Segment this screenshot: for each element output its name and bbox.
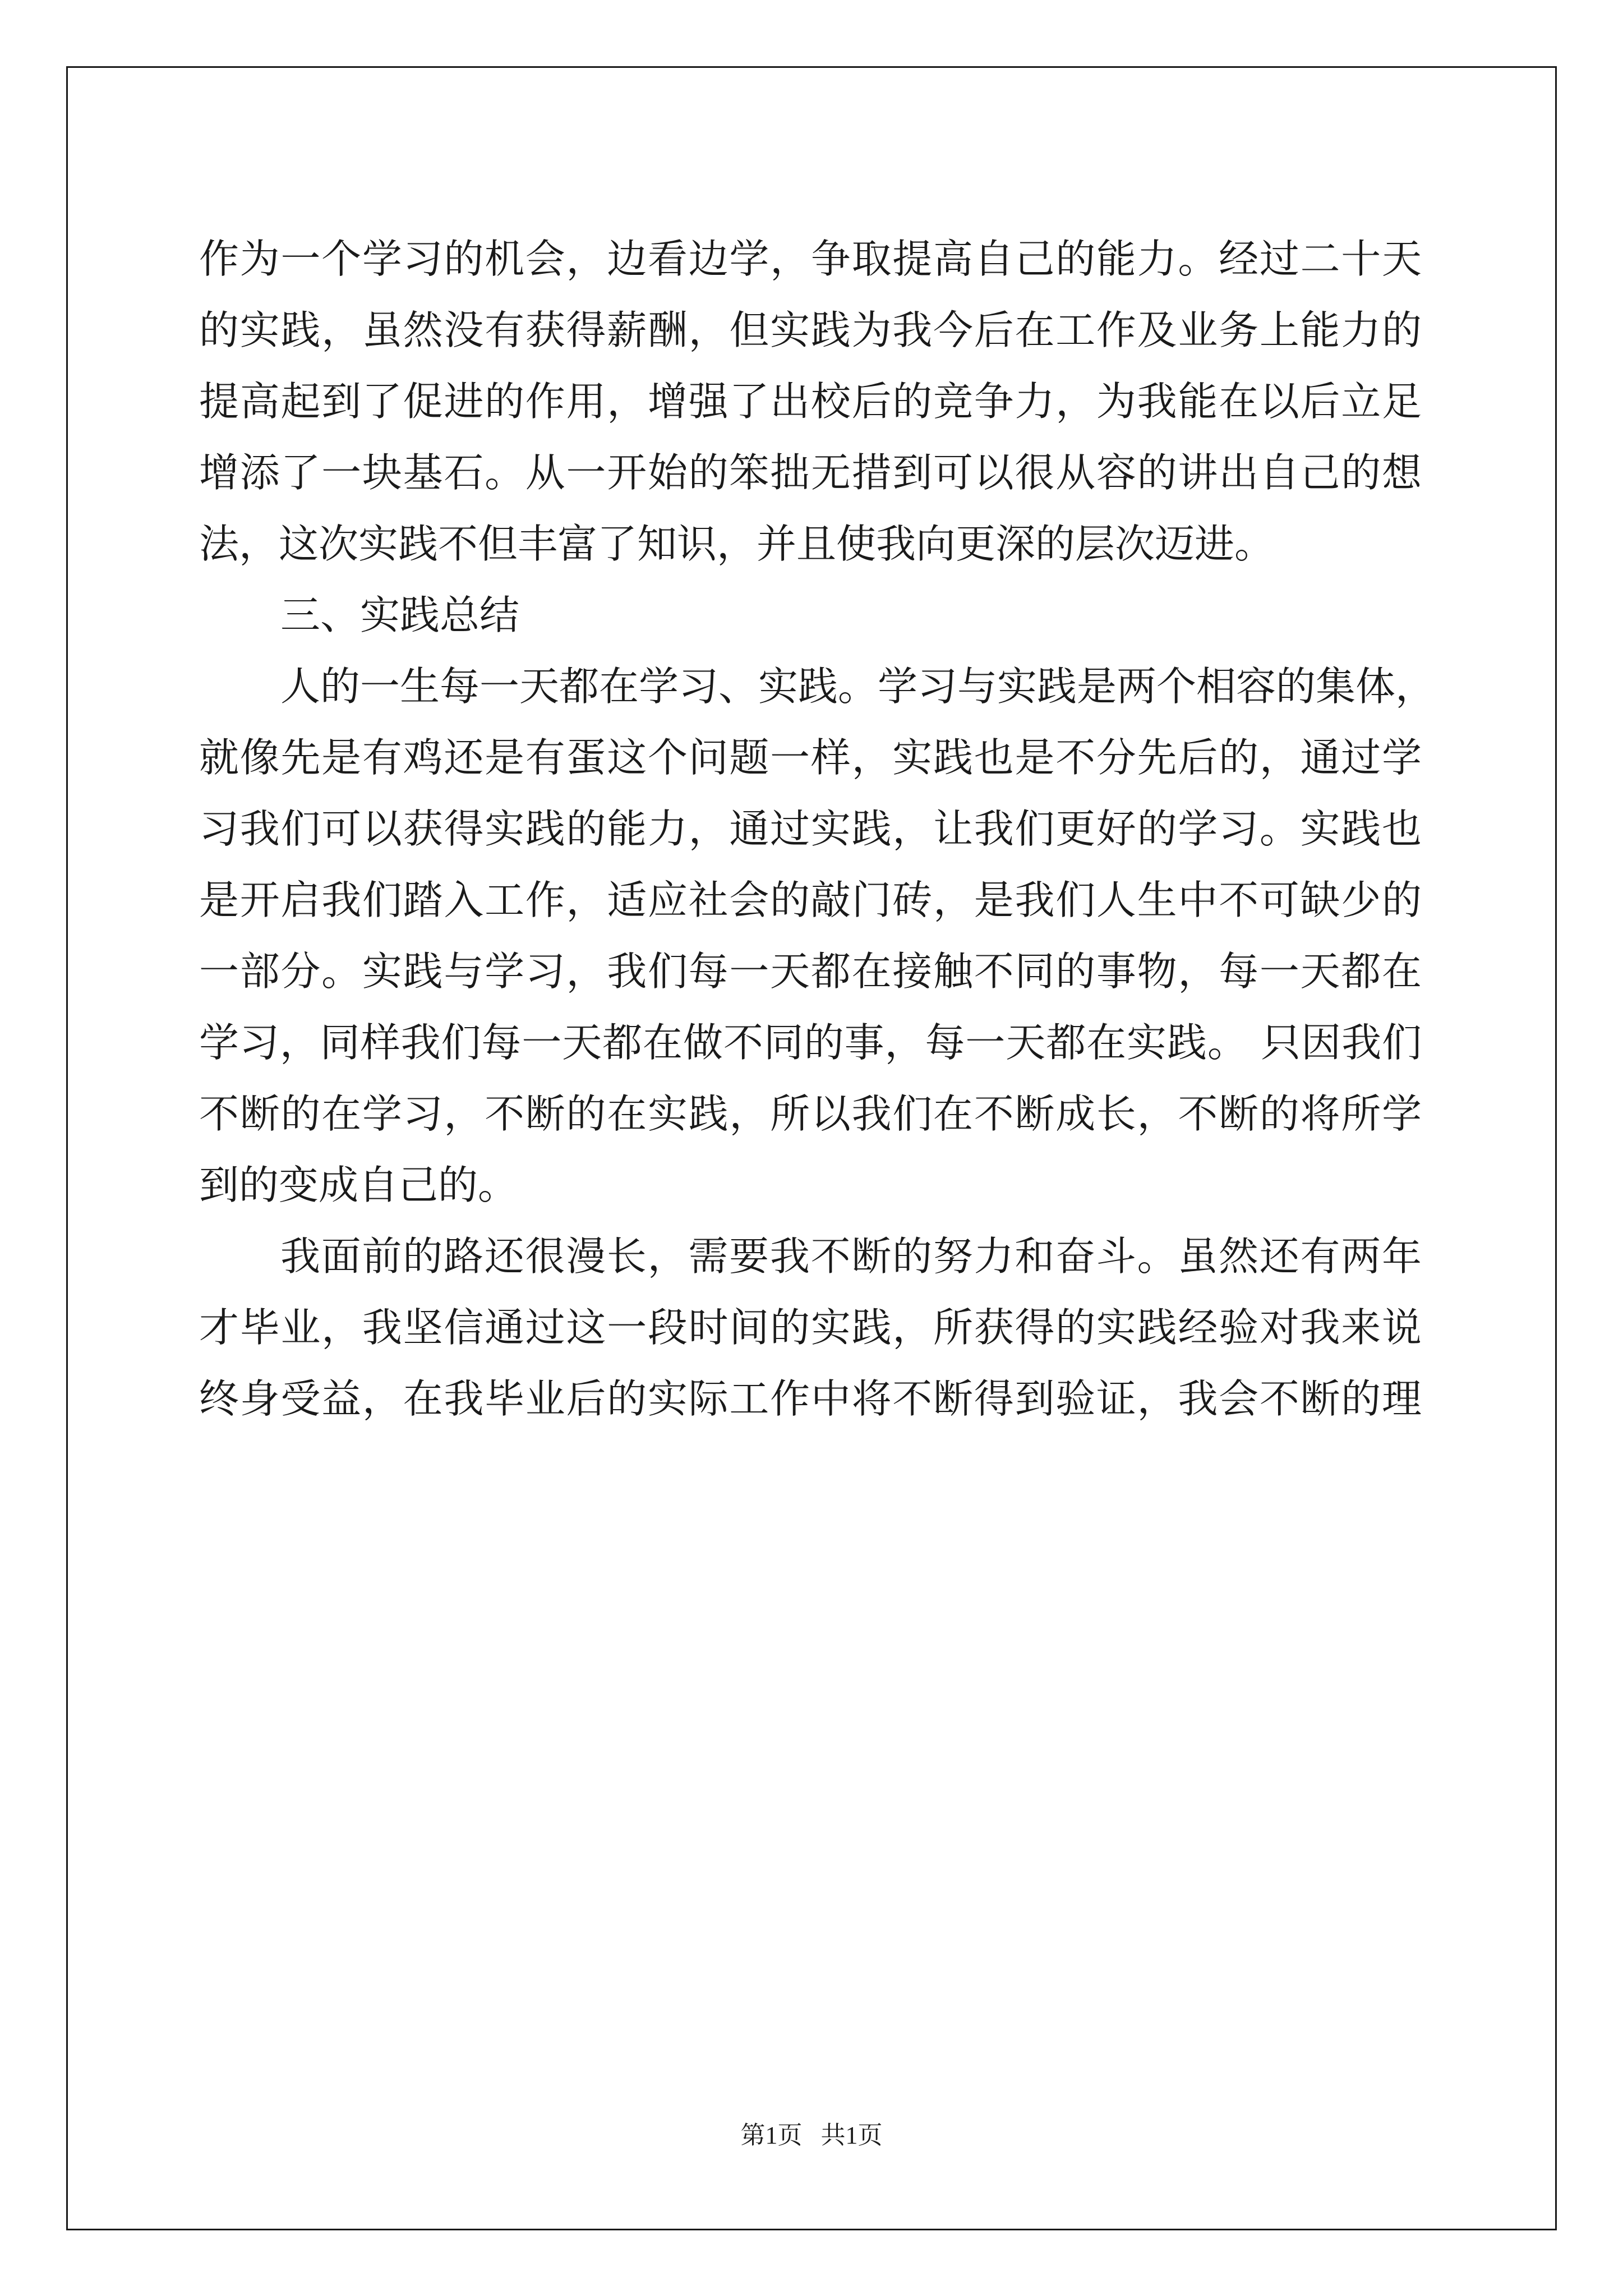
text-line: 才毕业，我坚信通过这一段时间的实践，所获得的实践经验对我来说 bbox=[199, 1304, 1422, 1351]
text-line: 学习，同样我们每一天都在做不同的事，每一天都在实践。 只因我们 bbox=[199, 1019, 1422, 1066]
text-line: 作为一个学习的机会，边看边学，争取提高自己的能力。经过二十天 bbox=[199, 236, 1422, 282]
document-body bbox=[199, 223, 1436, 1434]
text-line: 是开启我们踏入工作，适应社会的敲门砖，是我们人生中不可缺少的 bbox=[199, 877, 1422, 923]
text-line: 我面前的路还很漫长，需要我不断的努力和奋斗。虽然还有两年 bbox=[280, 1233, 1422, 1280]
page-footer: 第1页 共1页 bbox=[740, 2122, 883, 2149]
paragraph bbox=[199, 223, 1422, 579]
section-heading: 三、实践总结 bbox=[280, 592, 520, 638]
text-line: 法，这次实践不但丰富了知识，并且使我向更深的层次迈进。 bbox=[199, 521, 1275, 567]
text-line: 终身受益，在我毕业后的实际工作中将不断得到验证，我会不断的理 bbox=[199, 1375, 1422, 1422]
text-line: 提高起到了促进的作用，增强了出校后的竞争力，为我能在以后立足 bbox=[199, 378, 1422, 425]
text-line: 增添了一块基石。从一开始的笨拙无措到可以很从容的讲出自己的想 bbox=[199, 449, 1422, 496]
paragraph bbox=[199, 1221, 1422, 1434]
text-line: 到的变成自己的。 bbox=[199, 1162, 518, 1208]
paragraph bbox=[199, 651, 1436, 1221]
text-line: 一部分。实践与学习，我们每一天都在接触不同的事物，每一天都在 bbox=[199, 948, 1422, 995]
text-line: 就像先是有鸡还是有蛋这个问题一样，实践也是不分先后的，通过学 bbox=[199, 734, 1422, 781]
text-line: 习我们可以获得实践的能力，通过实践，让我们更好的学习。实践也 bbox=[199, 806, 1422, 852]
text-line: 的实践，虽然没有获得薪酬，但实践为我今后在工作及业务上能力的 bbox=[199, 307, 1422, 353]
text-line: 人的一生每一天都在学习、实践。学习与实践是两个相容的集体， bbox=[280, 663, 1436, 710]
text-line: 不断的在学习，不断的在实践，所以我们在不断成长，不断的将所学 bbox=[199, 1091, 1422, 1137]
